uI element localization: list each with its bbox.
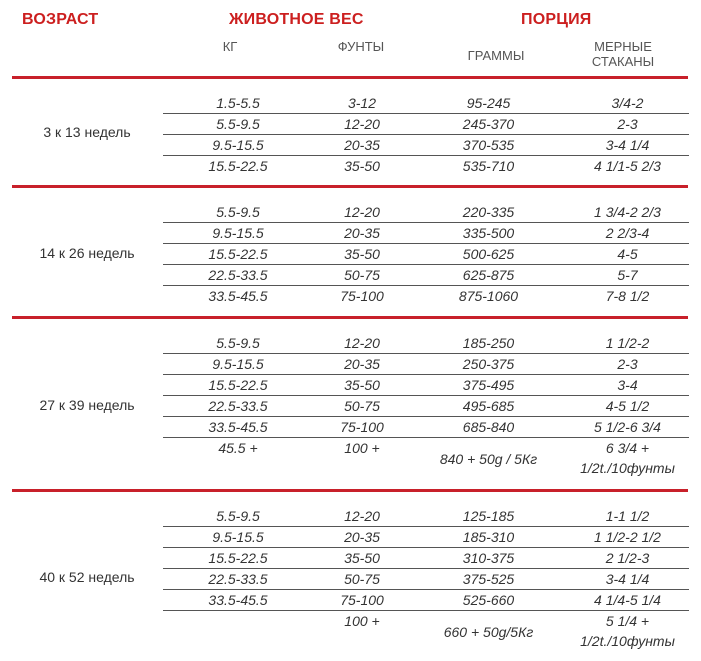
kg-cell: 15.5-22.5: [208, 550, 268, 566]
lb-cell: 35-50: [344, 246, 380, 262]
cups-cell: 2 2/3-4: [605, 225, 650, 241]
table-row: [163, 332, 689, 354]
lb-cell: 35-50: [344, 158, 380, 174]
kg-cell: 5.5-9.5: [216, 508, 260, 524]
table-row: [163, 505, 689, 527]
lb-cell: 100 +: [344, 613, 380, 629]
lb-cell: 20-35: [344, 137, 380, 153]
kg-cell: 33.5-45.5: [208, 592, 268, 608]
cups-cell: [566, 611, 689, 651]
grams-cell: 220-335: [462, 204, 515, 220]
lb-cell: 50-75: [344, 398, 380, 414]
cups-cell: 3/4-2: [611, 95, 644, 111]
cups-cell: 3-4: [617, 377, 638, 393]
cups-subheader-line1: МЕРНЫЕ: [594, 39, 652, 54]
group-separator: [12, 76, 688, 79]
cups-cell: 1-1 1/2: [605, 508, 650, 524]
grams-cell: 375-495: [462, 377, 515, 393]
grams-cell: 250-375: [462, 356, 515, 372]
group-separator: [12, 185, 688, 188]
grams-cell: 525-660: [462, 592, 515, 608]
cups-cell: 3-4 1/4: [605, 137, 650, 153]
grams-cell: 335-500: [462, 225, 515, 241]
table-row: [163, 353, 689, 375]
kg-cell: 9.5-15.5: [212, 356, 264, 372]
grams-cell: 535-710: [462, 158, 515, 174]
table-row: [163, 547, 689, 569]
kg-cell: 5.5-9.5: [216, 204, 260, 220]
table-row: [163, 201, 689, 223]
grams-cell: 185-250: [462, 335, 515, 351]
kg-cell: 1.5-5.5: [216, 95, 260, 111]
kg-cell: 5.5-9.5: [216, 335, 260, 351]
cups-cell: 1 3/4-2 2/3: [594, 204, 661, 220]
table-row: [163, 395, 689, 417]
portion-header: ПОРЦИЯ: [521, 11, 592, 28]
grams-cell: 875-1060: [458, 288, 519, 304]
grams-cell: 125-185: [462, 508, 515, 524]
lb-cell: 20-35: [344, 529, 380, 545]
kg-cell: 33.5-45.5: [208, 288, 268, 304]
age-label: 27 к 39 недель: [39, 397, 135, 413]
lb-cell: 50-75: [344, 267, 380, 283]
grams-cell: 840 + 50g / 5Кг: [439, 451, 538, 467]
table-row: [163, 222, 689, 244]
kg-cell: 22.5-33.5: [208, 571, 268, 587]
cups-cell: 5-7: [617, 267, 638, 283]
grams-cell: 245-370: [462, 116, 515, 132]
weight-header: ЖИВОТНОЕ ВЕС: [229, 11, 364, 28]
lb-cell: 75-100: [340, 419, 384, 435]
kg-cell: 9.5-15.5: [212, 225, 264, 241]
lb-cell: 35-50: [344, 550, 380, 566]
grams-cell: 625-875: [462, 267, 515, 283]
lb-cell: 35-50: [344, 377, 380, 393]
cups-cell: 2 1/2-3: [605, 550, 650, 566]
cups-cell-line1: 6 3/4 +: [605, 440, 650, 456]
kg-cell: 15.5-22.5: [208, 246, 268, 262]
lb-cell: 20-35: [344, 225, 380, 241]
grams-cell: 660 + 50g/5Кг: [443, 624, 534, 640]
lb-cell: 20-35: [344, 356, 380, 372]
table-row: [163, 526, 689, 548]
table-row: [163, 374, 689, 396]
grams-cell: 685-840: [462, 419, 515, 435]
cups-cell: 2-3: [617, 356, 638, 372]
age-label: 3 к 13 недель: [43, 124, 131, 140]
table-row: [163, 416, 689, 438]
age-header: ВОЗРАСТ: [22, 11, 99, 28]
table-row-last: [163, 437, 689, 481]
lb-cell: 100 +: [344, 440, 380, 456]
cups-cell: 5 1/2-6 3/4: [594, 419, 661, 435]
cups-cell: 4 1/1-5 2/3: [594, 158, 661, 174]
grams-cell: 375-525: [462, 571, 515, 587]
table-row: [163, 113, 689, 135]
table-row: [163, 589, 689, 611]
lb-cell: 75-100: [340, 592, 384, 608]
kg-cell: 15.5-22.5: [208, 158, 268, 174]
cups-cell: 1 1/2-2: [605, 335, 650, 351]
kg-cell: 15.5-22.5: [208, 377, 268, 393]
cups-cell: 7-8 1/2: [605, 288, 650, 304]
age-label: 40 к 52 недель: [39, 569, 135, 585]
grams-cell: 370-535: [462, 137, 515, 153]
lb-cell: 12-20: [344, 116, 380, 132]
table-row: [163, 285, 689, 306]
grams-subheader: ГРАММЫ: [467, 48, 525, 63]
cups-cell-line2: 1/2t./10фунты: [580, 633, 675, 649]
cups-cell-line1: 5 1/4 +: [605, 613, 650, 629]
cups-cell: 4 1/4-5 1/4: [594, 592, 661, 608]
age-label: 14 к 26 недель: [39, 245, 135, 261]
lb-cell: 3-12: [347, 95, 377, 111]
kg-cell: 33.5-45.5: [208, 419, 268, 435]
lb-subheader: ФУНТЫ: [337, 39, 385, 54]
cups-cell: [566, 438, 689, 478]
lb-cell: 75-100: [340, 288, 384, 304]
table-row: [163, 134, 689, 156]
lb-cell: 50-75: [344, 571, 380, 587]
grams-cell: 95-245: [466, 95, 511, 111]
kg-cell: 22.5-33.5: [208, 267, 268, 283]
lb-cell: 12-20: [344, 508, 380, 524]
group-separator: [12, 489, 688, 492]
kg-cell: 22.5-33.5: [208, 398, 268, 414]
cups-cell-line2: 1/2t./10фунты: [580, 460, 675, 476]
table-row: [163, 243, 689, 265]
kg-cell: 5.5-9.5: [216, 116, 260, 132]
table-row: [163, 568, 689, 590]
kg-cell: 9.5-15.5: [212, 137, 264, 153]
kg-subheader: КГ: [222, 39, 238, 54]
lb-cell: 12-20: [344, 335, 380, 351]
cups-subheader-line2: СТАКАНЫ: [591, 54, 655, 69]
grams-cell: 310-375: [462, 550, 515, 566]
group-separator: [12, 316, 688, 319]
cups-cell: 2-3: [617, 116, 638, 132]
cups-cell: 3-4 1/4: [605, 571, 650, 587]
cups-cell: 1 1/2-2 1/2: [594, 529, 661, 545]
cups-subheader: [568, 39, 678, 69]
table-row: [163, 155, 689, 176]
cups-cell: 4-5: [617, 246, 638, 262]
kg-cell: 9.5-15.5: [212, 529, 264, 545]
table-row-last: [163, 610, 689, 656]
kg-cell: 45.5 +: [218, 440, 258, 456]
table-row: [163, 92, 689, 114]
grams-cell: 185-310: [462, 529, 515, 545]
grams-cell: 500-625: [462, 246, 515, 262]
table-row: [163, 264, 689, 286]
cups-cell: 4-5 1/2: [605, 398, 650, 414]
grams-cell: 495-685: [462, 398, 515, 414]
lb-cell: 12-20: [344, 204, 380, 220]
